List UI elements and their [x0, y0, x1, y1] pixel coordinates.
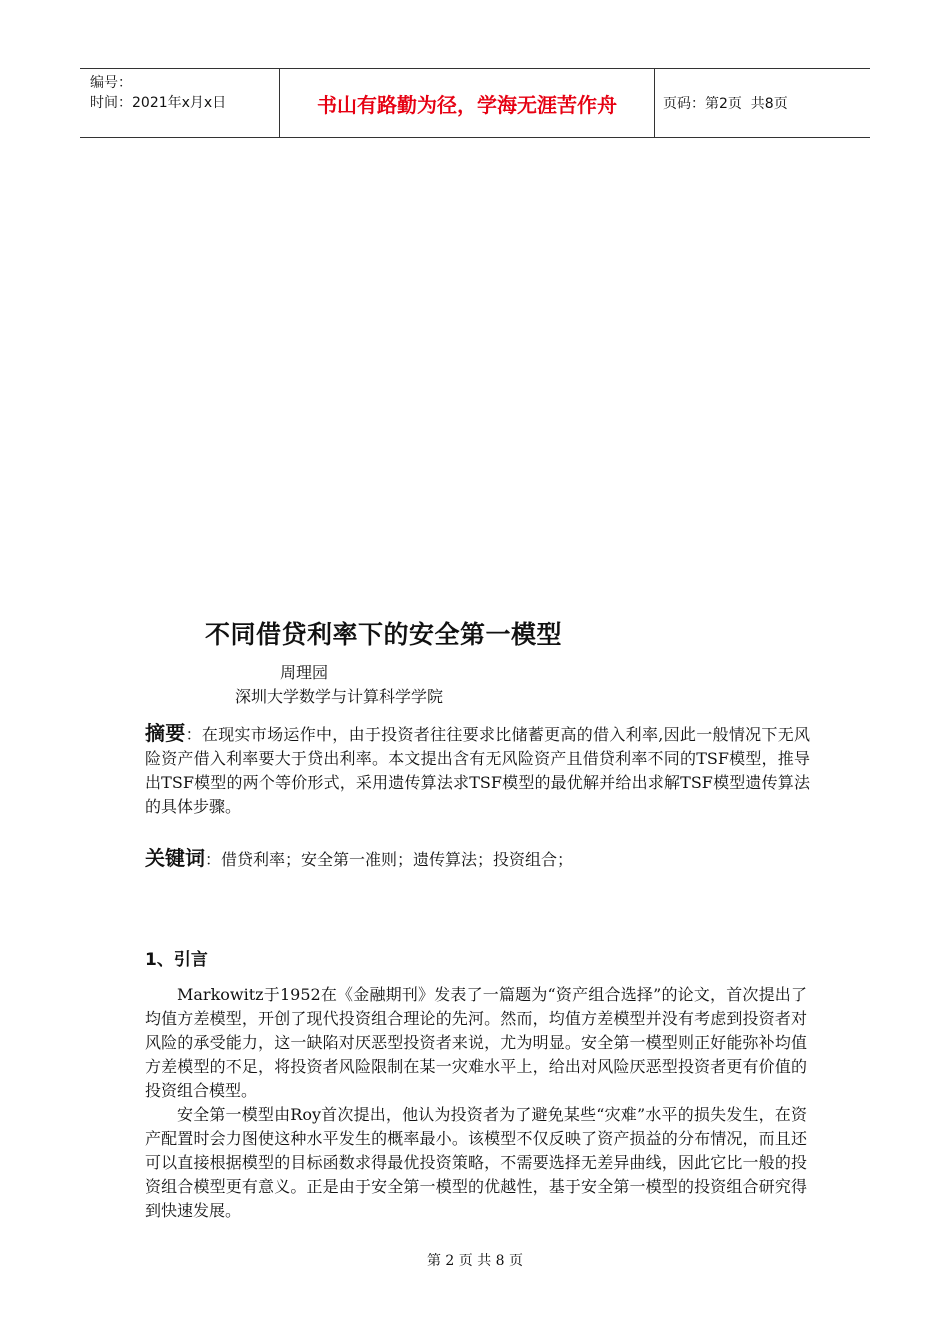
- document-date: 时间：2021年x月x日: [90, 95, 227, 111]
- section-body-introduction: [145, 983, 807, 1223]
- document-number-label: 编号：: [90, 75, 132, 91]
- header-page-info-text: 页码：第2页 共8页: [663, 96, 788, 112]
- paragraph: 安全第一模型由Roy首次提出，他认为投资者为了避免某些“灾难”水平的损失发生，在资产配置时会力图使这种水平发生的概率最小。该模型不仅反映了资产损益的分布情况，而且还可以直接根据模型的目标函数求得最优投资策略，不需要选择无差异曲线，因此它比一般的投资组合模型更有意义。正是由于安全第一模型的优越性，基于安全第一模型的投资组合研究得到快速发展。: [145, 1105, 807, 1220]
- paragraph: Markowitz于1952在《金融期刊》发表了一篇题为“资产组合选择”的论文，首次提出了均值方差模型，开创了现代投资组合理论的先河。然而，均值方差模型并没有考虑到投资者对风险的承受能力，这一缺陷对厌恶型投资者来说，尤为明显。安全第一模型则正好能弥补均值方差模型的不足，将投资者风险限制在某一灾难水平上，给出对风险厌恶型投资者更有价值的投资组合模型。: [145, 985, 807, 1100]
- keywords-text: ：借贷利率；安全第一准则；遗传算法；投资组合；: [205, 850, 574, 869]
- paper-title: 不同借贷利率下的安全第一模型: [205, 620, 563, 649]
- keywords: [145, 845, 810, 873]
- header-motto: 书山有路勤为径，学海无涯苦作舟: [280, 69, 655, 137]
- header-page-info: [655, 69, 870, 137]
- keywords-label: 关键词: [145, 846, 205, 870]
- paper-author: 周理园: [280, 663, 329, 682]
- paper-affiliation: 深圳大学数学与计算科学学院: [235, 687, 444, 706]
- section-heading-introduction: 1、引言: [145, 950, 208, 970]
- abstract-text: ：在现实市场运作中，由于投资者往往要求比储蓄更高的借入利率,因此一般情况下无风险资产借入利率要大于贷出利率。本文提出含有无风险资产且借贷利率不同的TSF模型，推导出TSF模型的两个等价形式，采用遗传算法求TSF模型的最优解并给出求解TSF模型遗传算法的具体步骤。: [145, 725, 811, 816]
- document-header: [80, 68, 870, 138]
- page-footer: 第 2 页 共 8 页: [426, 1253, 524, 1269]
- abstract-label: 摘要: [145, 721, 186, 745]
- abstract: [145, 721, 810, 819]
- header-meta: [80, 69, 280, 137]
